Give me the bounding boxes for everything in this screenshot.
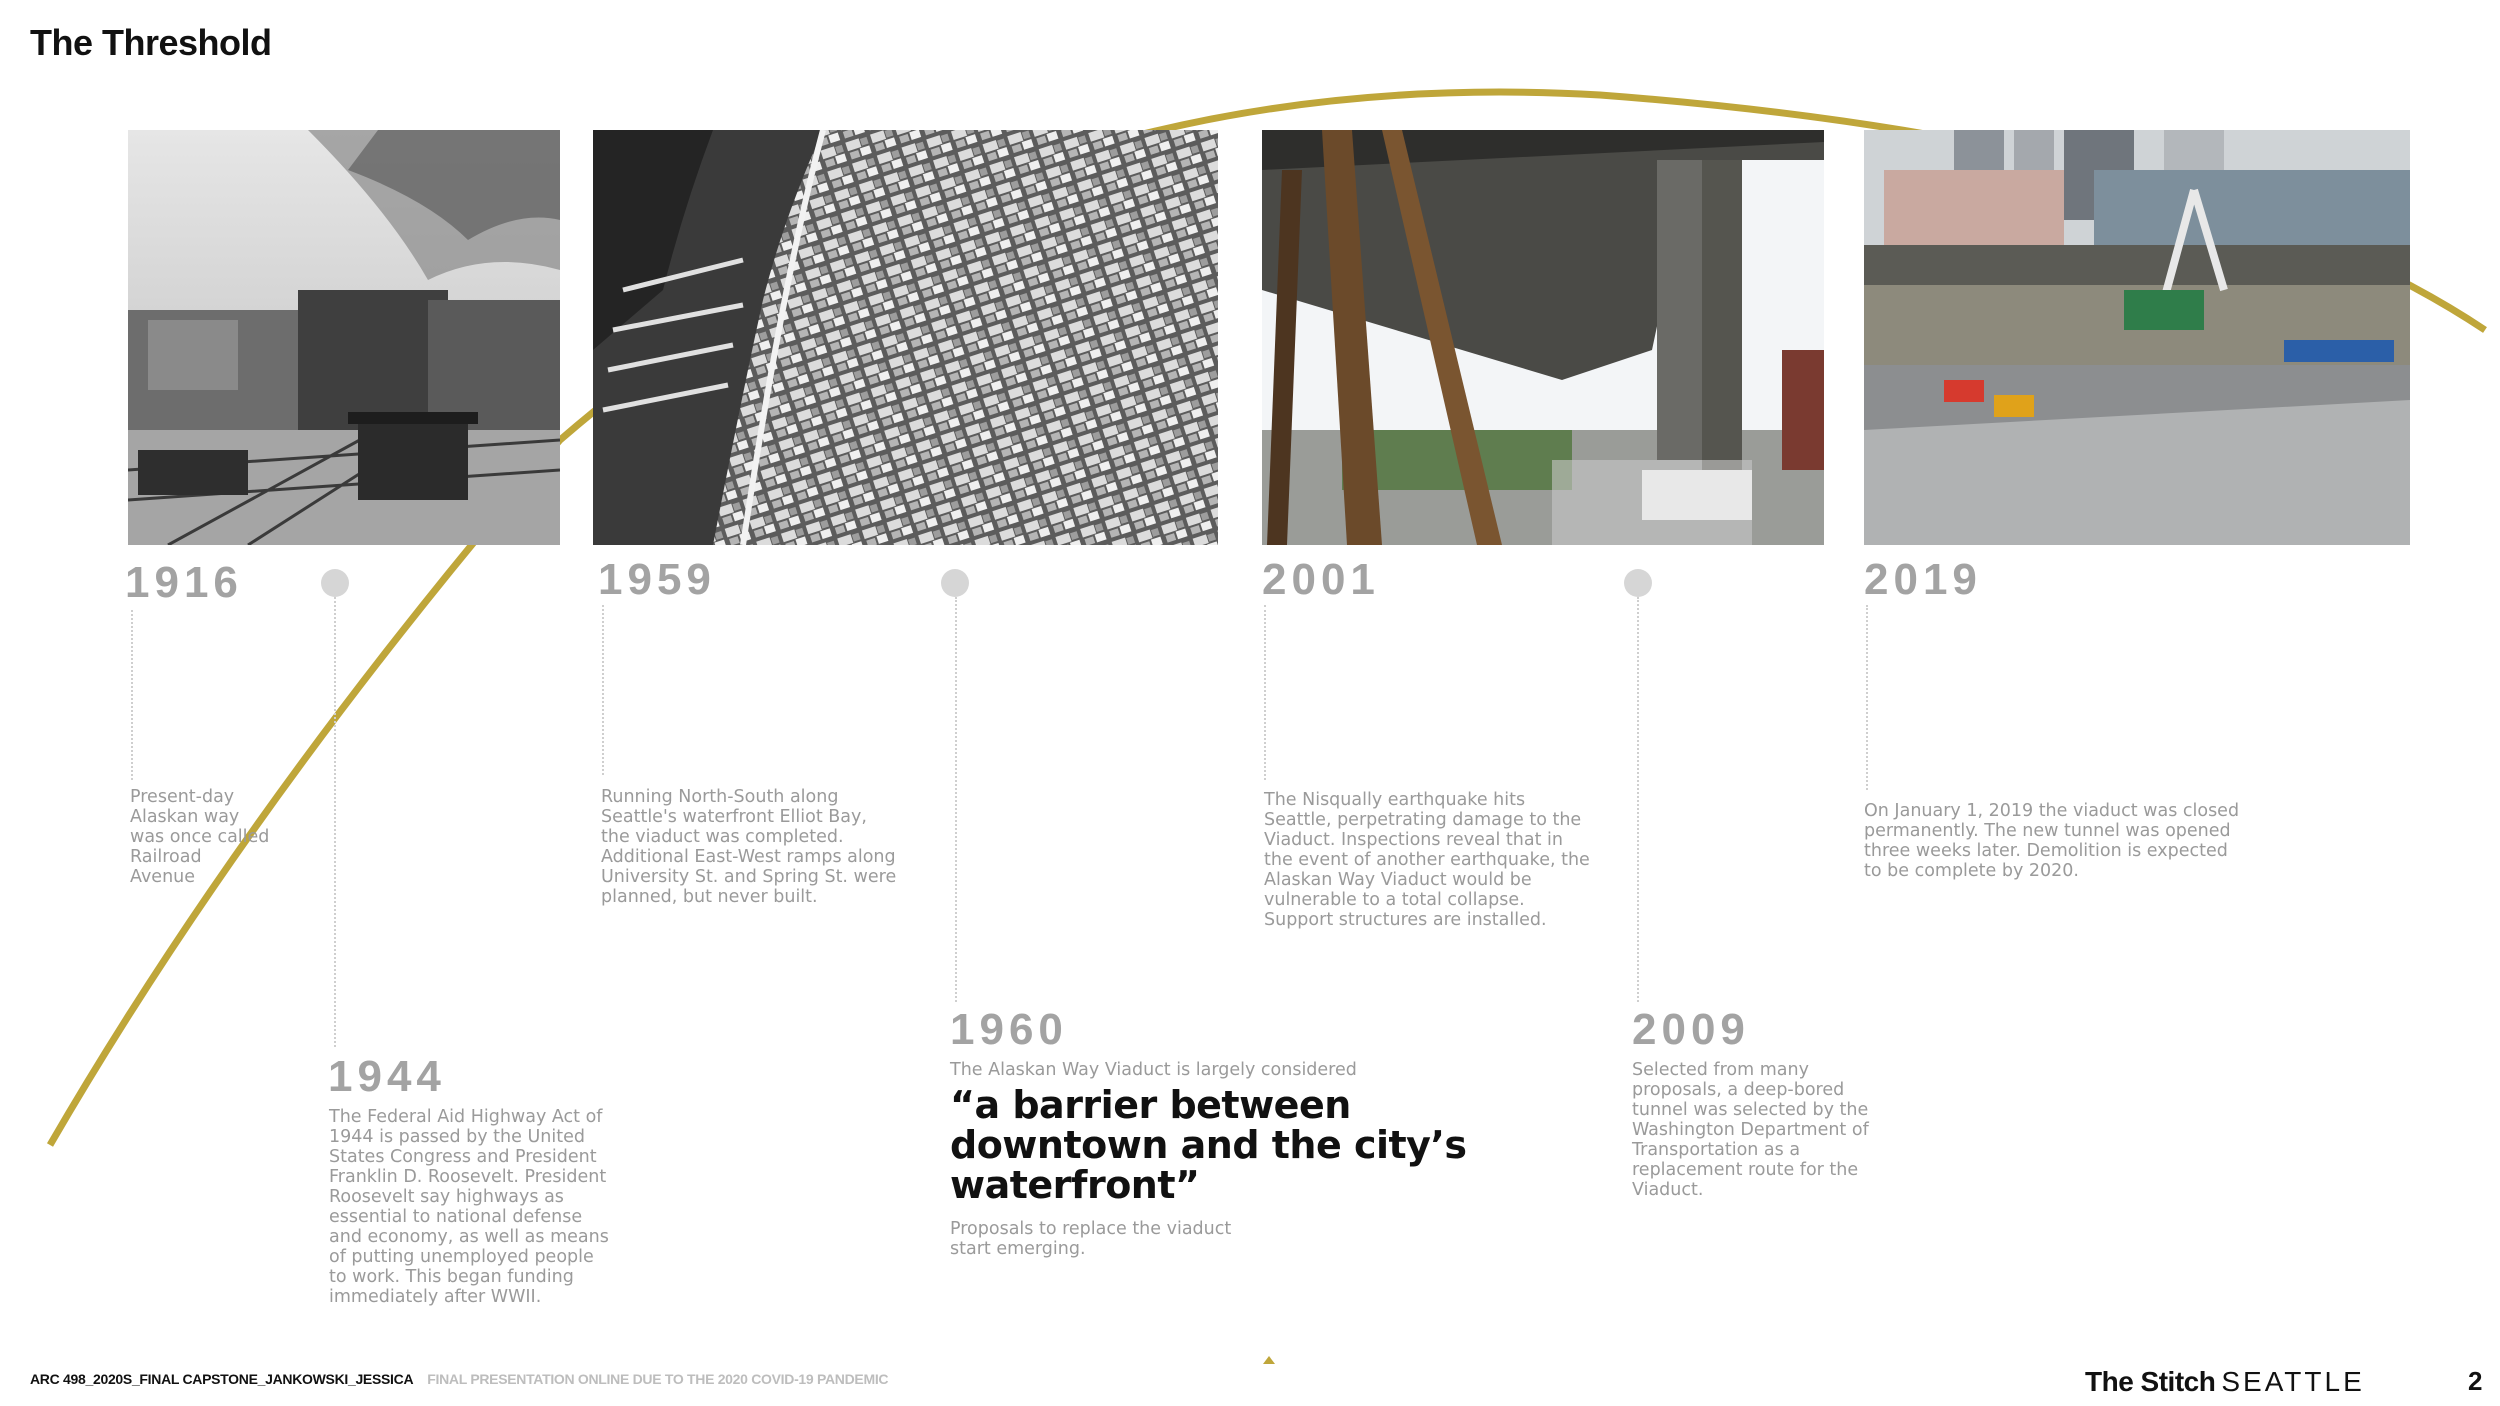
description-2019: On January 1, 2019 the viaduct was closed permanently. The new tunnel was opened three weeks later. Demolition is expected to be complete by 2020. xyxy=(1864,801,2240,881)
timeline-dot-2009 xyxy=(1624,569,1652,597)
year-1959: 1959 xyxy=(598,555,716,604)
guide-line-1916 xyxy=(131,610,133,780)
brand-city: SEATTLE xyxy=(2221,1366,2365,1397)
photo-1959 xyxy=(593,130,1218,545)
description-1960-intro: The Alaskan Way Viaduct is largely considered xyxy=(950,1060,1357,1080)
timeline-dot-1960 xyxy=(941,569,969,597)
year-1960: 1960 xyxy=(950,1005,1068,1054)
description-2009: Selected from many proposals, a deep-bored tunnel was selected by the Washington Department of Transportation as a replacement route for the Viaduct. xyxy=(1632,1060,1869,1200)
page-title: The Threshold xyxy=(30,22,272,63)
guide-line-1944 xyxy=(334,597,336,1047)
brand-logo xyxy=(2085,1366,2365,1398)
description-1916: Present-day Alaskan way was once called Railroad Avenue xyxy=(130,787,270,887)
footer-course-id: ARC 498_2020S_FINAL CAPSTONE_JANKOWSKI_JESSICA xyxy=(30,1371,414,1387)
photo-2001 xyxy=(1262,130,1824,545)
year-2009: 2009 xyxy=(1632,1005,1750,1054)
photo-2019 xyxy=(1864,130,2410,545)
quote-1960: “a barrier between downtown and the city’s waterfront” xyxy=(950,1083,1467,1207)
guide-line-2001 xyxy=(1264,605,1266,780)
brand-name: The Stitch xyxy=(2085,1366,2216,1397)
footer-note: FINAL PRESENTATION ONLINE DUE TO THE 2020 COVID-19 PANDEMIC xyxy=(427,1371,889,1387)
year-1944: 1944 xyxy=(328,1052,446,1101)
description-1959: Running North-South along Seattle's waterfront Elliot Bay, the viaduct was completed. Additional East-West ramps along University St. and Spring St. were planned, but never built. xyxy=(601,787,897,907)
page-number: 2 xyxy=(2468,1366,2483,1396)
year-2001: 2001 xyxy=(1262,555,1380,604)
description-2001: The Nisqually earthquake hits Seattle, perpetrating damage to the Viaduct. Inspections reveal that in the event of another earthquake, the Alaskan Way Viaduct would be vulnerable to a total collapse. Support structures are installed. xyxy=(1264,790,1590,930)
guide-line-1959 xyxy=(602,605,604,775)
guide-line-2019 xyxy=(1866,605,1868,790)
year-1916: 1916 xyxy=(125,558,243,607)
timeline-dot-1944 xyxy=(321,569,349,597)
guide-line-2009 xyxy=(1637,597,1639,1002)
description-1944: The Federal Aid Highway Act of 1944 is passed by the United States Congress and President Franklin D. Roosevelt. President Roosevelt say highways as essential to national defense and economy, as well as means of putting unemployed people to work. This began funding immediately after WWII. xyxy=(329,1107,609,1307)
footer-course xyxy=(30,1371,888,1387)
description-1960: Proposals to replace the viaduct start emerging. xyxy=(950,1219,1232,1259)
accent-tick xyxy=(1262,1355,1276,1365)
guide-line-1960 xyxy=(955,597,957,1002)
year-2019: 2019 xyxy=(1864,555,1982,604)
photo-1916 xyxy=(128,130,560,545)
